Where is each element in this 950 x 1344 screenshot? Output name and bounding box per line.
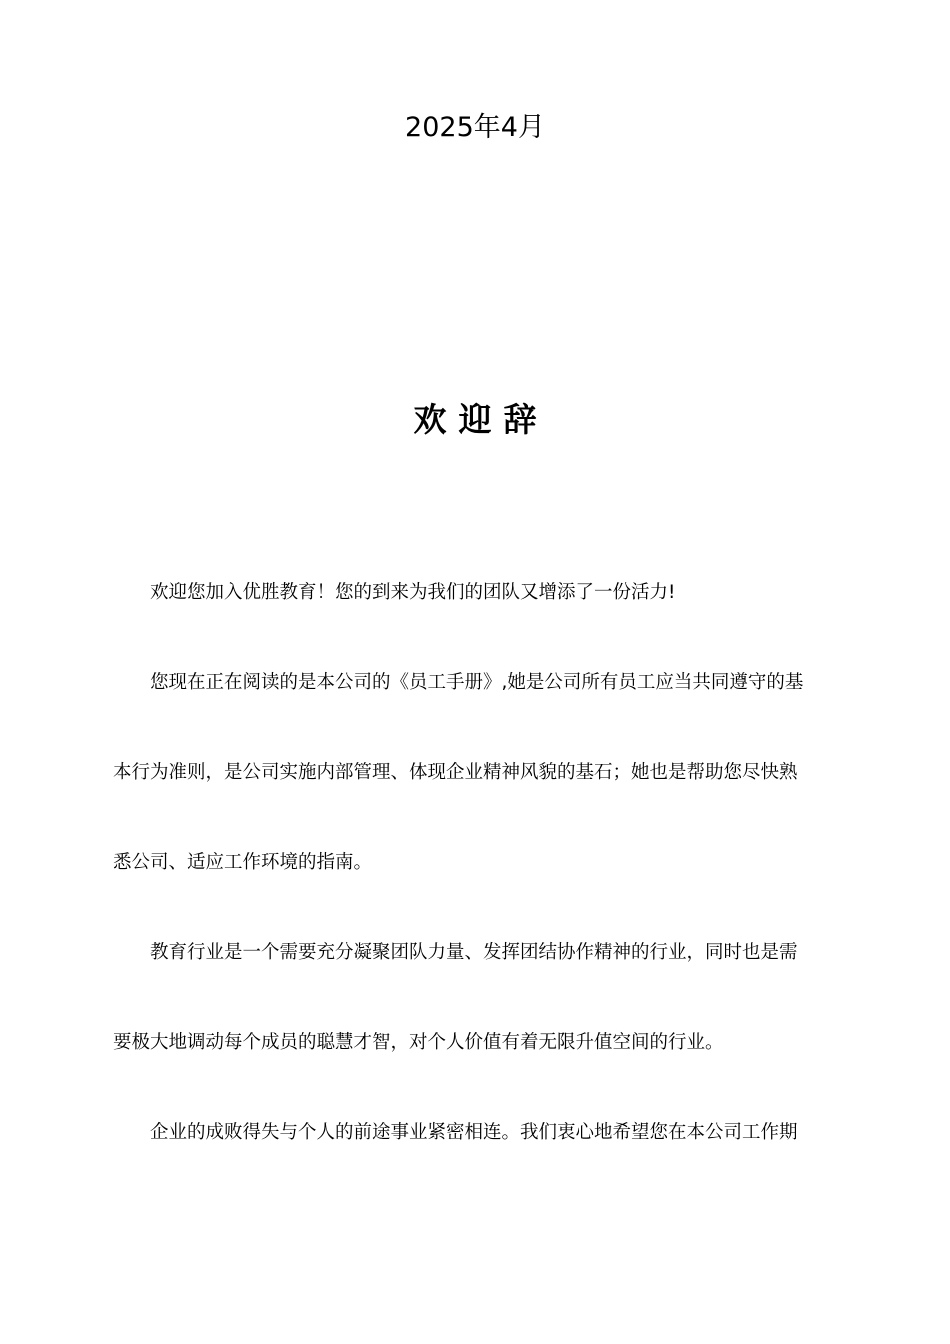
paragraph-line: 教育行业是一个需要充分凝聚团队力量、发挥团结协作精神的行业，同时也是需 xyxy=(150,942,798,963)
paragraph-line: 企业的成败得失与个人的前途事业紧密相连。我们衷心地希望您在本公司工作期 xyxy=(150,1122,798,1143)
document-body xyxy=(113,575,837,1151)
paragraph-1 xyxy=(113,575,837,611)
paragraph-line: 要极大地调动每个成员的聪慧才智，对个人价值有着无限升值空间的行业。 xyxy=(113,1032,724,1053)
document-date: 2025年4月 xyxy=(405,112,545,143)
page-title: 欢迎辞 xyxy=(413,400,549,439)
paragraph-3 xyxy=(113,935,837,1061)
paragraph-line: 本行为准则，是公司实施内部管理、体现企业精神风貌的基石；她也是帮助您尽快熟 xyxy=(113,762,798,783)
paragraph-line: 您现在正在阅读的是本公司的《员工手册》,她是公司所有员工应当共同遵守的基 xyxy=(150,672,804,693)
paragraph-4 xyxy=(113,1115,837,1151)
paragraph-line: 悉公司、适应工作环境的指南。 xyxy=(113,852,373,873)
paragraph-2 xyxy=(113,665,837,881)
paragraph-line: 欢迎您加入优胜教育！您的到来为我们的团队又增添了一份活力! xyxy=(150,582,676,603)
